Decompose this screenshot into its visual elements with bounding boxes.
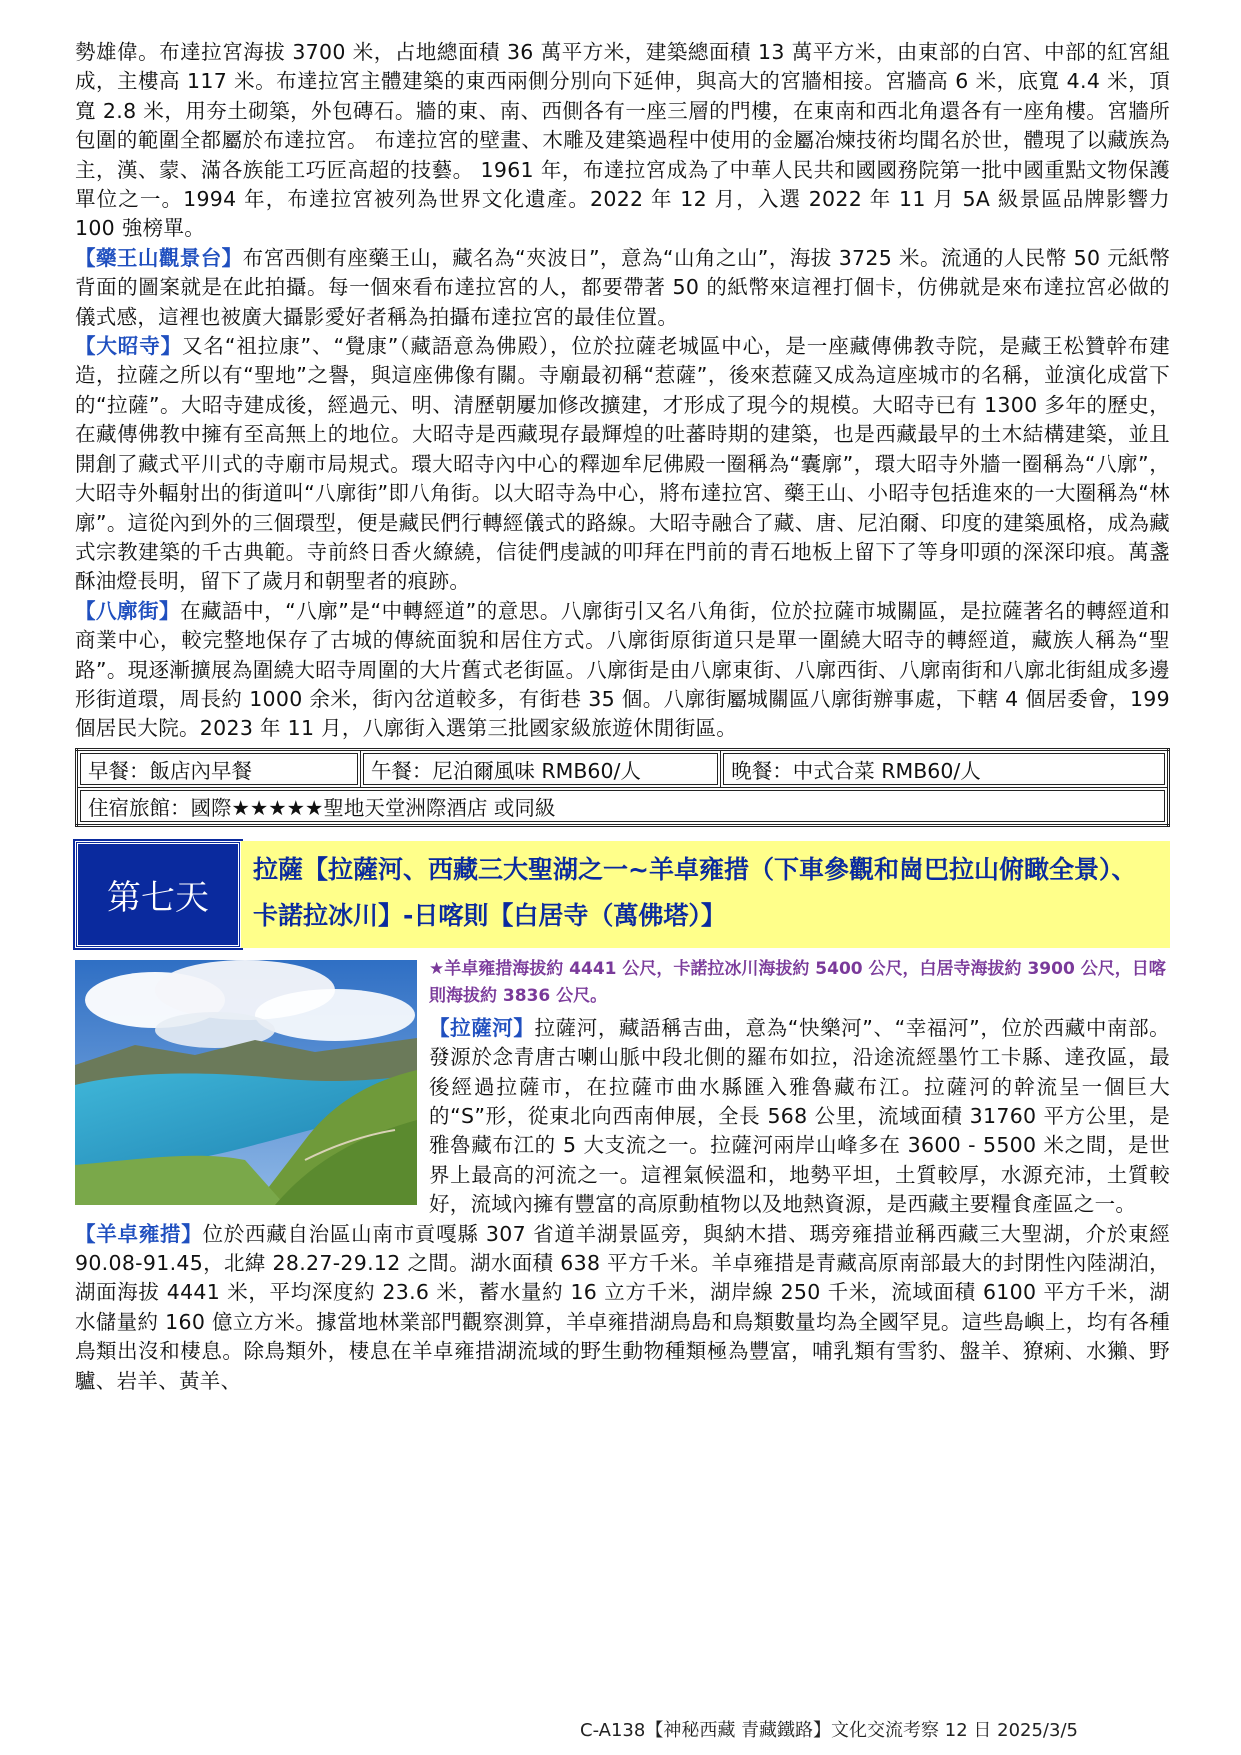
barkhor-text: 在藏語中，“八廓”是“中轉經道”的意思。八廓街引又名八角街，位於拉薩市城關區，是拉薩著名的轉經道和商業中心，較完整地保存了古城的傳統面貌和居住方式。八廓街原街道只是單一圍繞大昭寺的轉經道，藏族人稱為“聖路”。現逐漸擴展為圍繞大昭寺周圍的大片舊式老街區。八廓街是由八廓東街、八廓西街、八廓南街和八廓北街組成多邊形街道環，周長約 1000 余米，街內岔道較多，有街巷 35 個。八廓街屬城關區八廓街辦事處，下轄 4 個居委會，199 個居民大院。2023 年 11 月，八廓街入選第三批國家級旅遊休閒街區。 — [75, 598, 1171, 741]
yaowang-paragraph — [75, 244, 1170, 332]
yamdrok-heading: 【羊卓雍措】 — [75, 1221, 203, 1246]
jokhang-text: 又名“祖拉康”、“覺康”（藏語意為佛殿），位於拉薩老城區中心，是一座藏傳佛教寺院，是藏王松贊幹布建造，拉薩之所以有“聖地”之譽，與這座佛像有關。寺廟最初稱“惹薩”，後來惹薩又成為這座城市的名稱，並演化成當下的“拉薩”。大昭寺建成後，經過元、明、清歷朝屢加修改擴建，才形成了現今的規模。大昭寺已有 1300 多年的歷史，在藏傳佛教中擁有至高無上的地位。大昭寺是西藏現存最輝煌的吐蕃時期的建築，也是西藏最早的土木結構建築，並且開創了藏式平川式的寺廟市局規式。環大昭寺內中心的釋迦牟尼佛殿一圈稱為“囊廓”，環大昭寺外牆一圈稱為“八廓”，大昭寺外輻射出的街道叫“八廓街”即八角街。以大昭寺為中心，將布達拉宮、藥王山、小昭寺包括進來的一大圈稱為“林廓”。這從內到外的三個環型，便是藏民們行轉經儀式的路線。大昭寺融合了藏、唐、尼泊爾、印度的建築風格，成為藏式宗教建築的千古典範。寺前終日香火繚繞，信徒們虔誠的叩拜在門前的青石地板上留下了等身叩頭的深深印痕。萬盞酥油燈長明，留下了歲月和朝聖者的痕跡。 — [75, 334, 1171, 594]
lhasa-river-text: 拉薩河，藏語稱吉曲，意為“快樂河”、“幸福河”，位於西藏中南部。發源於念青唐古喇山脈中段北側的羅布如拉，沿途流經墨竹工卡縣、達孜區，最後經過拉薩市，在拉薩市曲水縣匯入雅魯藏布江。拉薩河的幹流呈一個巨大的“S”形，從東北向西南伸展，全長 568 公里，流域面積 31760 平方公里，是雅魯藏布江的 5 大支流之一。拉薩河兩岸山峰多在 3600 - 5500 米之間，是世界上最高的河流之一。這裡氣候溫和，地勢平坦，土質較厚，水源充沛，土質較好，流域內擁有豐富的高原動植物以及地熱資源，是西藏主要糧食產區之一。 — [429, 1015, 1170, 1217]
lunch-cell: 午餐：尼泊爾風味 RMB60/人 — [360, 749, 720, 787]
day-label: 第七天 — [75, 841, 241, 948]
breakfast-cell: 早餐：飯店內早餐 — [77, 749, 361, 787]
day-banner — [75, 841, 1170, 948]
barkhor-heading: 【八廓街】 — [75, 598, 181, 623]
yamdrok-lake-photo — [75, 960, 417, 1205]
meals-table — [75, 748, 1170, 827]
meals-row — [77, 749, 1169, 787]
dinner-cell: 晚餐：中式合菜 RMB60/人 — [721, 749, 1169, 787]
document-page — [75, 38, 1170, 1396]
yaowang-text: 布宮西側有座藥王山，藏名為“夾波日”，意為“山角之山”，海拔 3725 米。流通的人民幣 50 元紙幣背面的圖案就是在此拍攝。每一個來看布達拉宮的人，都要帶著 50 的紙幣來這裡打個卡，仿佛就是來布達拉宮必做的儀式感，這裡也被廣大攝影愛好者稱為拍攝布達拉宮的最佳位置。 — [75, 245, 1170, 329]
day-title: 拉薩【拉薩河、西藏三大聖湖之一~羊卓雍措（下車參觀和崗巴拉山俯瞰全景）、卡諾拉冰川】-日喀則【白居寺（萬佛塔）】 — [241, 841, 1170, 948]
altitude-note: ★羊卓雍措海拔約 4441 公尺，卡諾拉冰川海拔約 5400 公尺，白居寺海拔約 3900 公尺，日喀則海拔約 3836 公尺。 — [429, 958, 1166, 1006]
barkhor-paragraph — [75, 597, 1170, 744]
yamdrok-paragraph — [75, 1220, 1170, 1396]
yamdrok-text: 位於西藏自治區山南市貢嘎縣 307 省道羊湖景區旁，與納木措、瑪旁雍措並稱西藏三大聖湖，介於東經 90.08-91.45，北緯 28.27-29.12 之間。湖水面積 638 平方千米。羊卓雍措是青藏高原南部最大的封閉性內陸湖泊，湖面海拔 4441 米，平均深度約 23.6 米，蓄水量約 16 立方千米，湖岸線 250 千米，流域面積 6100 平方千米，湖水儲量約 160 億立方米。據當地林業部門觀察測算，羊卓雍措湖鳥島和鳥類數量均為全國罕見。這些島嶼上，均有各種鳥類出沒和棲息。除鳥類外，棲息在羊卓雍措湖流域的野生動物種類極為豐富，哺乳類有雪豹、盤羊、獠痢、水獺、野驢、岩羊、黃羊、 — [75, 1221, 1170, 1393]
lhasa-river-heading: 【拉薩河】 — [429, 1015, 535, 1040]
jokhang-paragraph — [75, 332, 1170, 597]
page-footer: C-A138【神秘西藏 青藏鐵路】文化交流考察 12 日 2025/3/5 — [580, 1720, 1078, 1741]
jokhang-heading: 【大昭寺】 — [75, 334, 183, 359]
yaowang-heading: 【藥王山觀景台】 — [75, 245, 243, 270]
hotel-cell: 住宿旅館：國際★★★★★聖地天堂洲際酒店 或同級 — [77, 787, 1169, 825]
hotel-row — [77, 787, 1169, 825]
potala-paragraph: 勢雄偉。布達拉宮海拔 3700 米，占地總面積 36 萬平方米，建築總面積 13 萬平方米，由東部的白宮、中部的紅宮組成，主樓高 117 米。布達拉宮主體建築的東西兩側分別向下延伸，與高大的宮牆相接。宮牆高 6 米，底寬 4.4 米，頂寬 2.8 米，用夯土砌築，外包磚石。牆的東、南、西側各有一座三層的門樓，在東南和西北角還各有一座角樓。宮牆所包圍的範圍全都屬於布達拉宮。 布達拉宮的壁畫、木雕及建築過程中使用的金屬冶煉技術均聞名於世，體現了以藏族為主，漢、蒙、滿各族能工巧匠高超的技藝。 1961 年，布達拉宮成為了中華人民共和國國務院第一批中國重點文物保護單位之一。1994 年，布達拉宮被列為世界文化遺產。2022 年 12 月，入選 2022 年 11 月 5A 級景區品牌影響力 100 強榜單。 — [75, 40, 1170, 241]
day-content — [75, 956, 1170, 1396]
